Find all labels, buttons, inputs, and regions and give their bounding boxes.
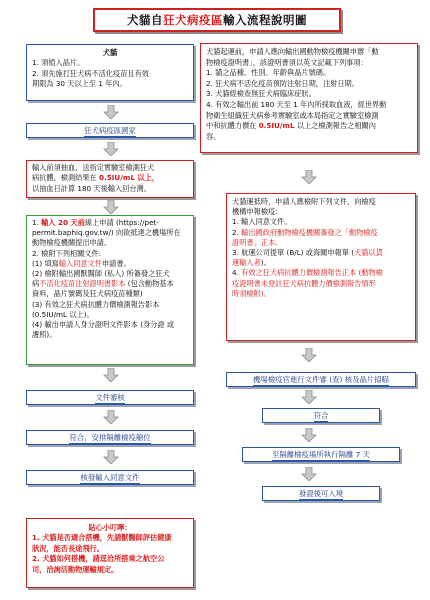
tips-text: 1. 犬貓是否適合搭機，先請獸醫師評估健康 <box>32 533 172 543</box>
right-quarantine-box <box>242 447 400 462</box>
tips-box <box>26 518 194 588</box>
application-line <box>32 279 188 289</box>
application-line: 2. 檢附下列相關文件: <box>32 248 102 258</box>
application-line: permit.baphiq.gov.tw/) 向欲抵達之機場所在 <box>32 228 181 238</box>
certificate-text: 以上之檢測報告之相關內 <box>294 121 376 131</box>
blood-test-line: 輸入前須抽血，送指定實驗室檢測狂犬 <box>32 163 155 172</box>
arrival-line <box>232 279 410 289</box>
arrival-text: 3. 航運公司提單 (B/L) 或海關申報單 ( <box>232 248 355 258</box>
down-arrow-icon <box>103 105 119 119</box>
right-ok-box <box>262 408 380 423</box>
arrival-line: 1. 輸入同意文件。 <box>232 217 292 227</box>
application-line: (2) 檢附輸出國獸醫師 (私人) 所簽發之狂犬 <box>32 269 170 279</box>
arrival-line <box>232 289 410 299</box>
right-arrival-box <box>226 193 416 341</box>
tips-text: 2. 犬貓如何搭機，請逕洽所搭乘之航空公 <box>32 554 165 564</box>
arrival-line <box>232 238 410 248</box>
left-country-label: 狂犬病疫區國家 <box>84 125 136 135</box>
arrival-text: 4. <box>232 268 242 278</box>
down-arrow-icon <box>103 450 119 464</box>
arrival-line <box>232 258 410 268</box>
arrival-text: )。 <box>260 258 271 268</box>
left-issue-label: 核發輸入同意文件 <box>80 472 140 482</box>
left-requirements-line: 2. 須先施打狂犬病不活化疫苗且有效 <box>32 68 149 78</box>
title-text-red: 狂犬病疫區 <box>163 13 223 27</box>
down-arrow-icon <box>103 410 119 424</box>
certificate-line: 2. 狂犬病不活化疫苗預防注射日期，注射日期。 <box>206 78 359 88</box>
arrival-doc-name: 有效之狂犬病抗體力價檢測報告正本 (動物檢 <box>241 268 383 278</box>
left-country-box <box>26 123 194 138</box>
arrival-note: 運輸入者 <box>232 258 261 268</box>
application-line: 護照)。 <box>32 330 57 340</box>
tips-heading: 貼心小叮嚀： <box>88 523 132 532</box>
arrival-line: 犬貓運抵時，申請人應檢附下列文件，向檢疫 <box>232 197 376 206</box>
tips-line <box>32 565 188 575</box>
left-application-box <box>26 215 194 365</box>
arrival-note: 犬貓以貨 <box>354 248 383 258</box>
left-requirements-heading: 犬貓 <box>102 48 118 57</box>
arrival-line <box>232 268 410 278</box>
arrival-line <box>232 228 410 238</box>
right-enter-label: 發證後可入境 <box>298 488 344 498</box>
tips-text: 狀況，能否長途飛行。 <box>32 543 104 553</box>
certificate-line: 容。 <box>206 131 221 141</box>
certificate-threshold: 0.5IU/mL <box>258 121 295 131</box>
application-doc-name: 不活化疫苗注射證明書影本 <box>39 279 126 289</box>
certificate-line: 4. 有效之輸出前 180 天至 1 年內所採取血液，經世界動 <box>206 99 387 109</box>
right-verify-label: 機場檢疫官進行文件審 (查) 核及晶片掃瞄 <box>252 374 390 384</box>
right-quarantine-label: 至隔離檢疫場所執行隔離 7 天 <box>271 449 371 459</box>
arrival-doc-name: 輸出國政府動物檢疫機關簽發之「動物檢疫 <box>241 227 378 237</box>
left-review-box <box>26 390 194 405</box>
down-arrow-icon <box>103 200 119 214</box>
left-review-label: 文件審核 <box>95 392 125 402</box>
application-line: (0.5IU/mL 以上)。 <box>32 309 94 319</box>
tips-text: 司，洽詢活動物運輸規定。 <box>32 564 119 574</box>
left-approve-label: 符合，安排隔離檢疫艙位 <box>69 432 151 442</box>
left-blood-test-box <box>26 160 194 198</box>
application-deadline: 輸入 20 天前 <box>41 218 85 227</box>
application-line: 資料，晶片號碼及狂犬病疫苗種類) <box>32 289 143 299</box>
arrival-line <box>232 248 410 258</box>
application-text: 病 <box>32 279 40 289</box>
tips-line <box>32 533 188 543</box>
down-arrow-icon <box>301 428 317 442</box>
application-line: 動物檢疫機關提出申請。 <box>32 238 112 248</box>
right-certificate-box <box>200 43 418 153</box>
left-requirements-line: 期限為 30 天以上至 1 年內。 <box>32 79 127 89</box>
down-arrow-icon <box>301 348 317 362</box>
application-line <box>32 259 188 269</box>
application-text: (1) 填寫 <box>32 258 59 268</box>
certificate-line: 3. 犬貓經檢查無狂犬病臨床症狀。 <box>206 89 316 99</box>
tips-line <box>32 554 188 564</box>
left-requirements-line: 1. 須植入晶片。 <box>32 58 85 68</box>
down-arrow-icon <box>301 170 317 184</box>
application-text: 1. <box>32 218 42 227</box>
arrival-line: 機構申報檢疫： <box>232 207 283 217</box>
application-line: (4) 輸出申請人身分證明文件影本 (身分證 或 <box>32 320 175 330</box>
down-arrow-icon <box>103 368 119 382</box>
page-title <box>93 8 341 32</box>
arrival-text: 2. <box>232 227 242 237</box>
left-approve-box <box>26 430 194 445</box>
title-text-post: 輸入流程說明圖 <box>223 13 307 27</box>
blood-test-threshold: 0.5IU/mL 以上， <box>98 173 159 183</box>
blood-test-line <box>32 173 188 183</box>
blood-test-line: 以抽血日計算 180 天後輸入回台灣。 <box>32 183 151 193</box>
certificate-line: 1. 貓之品種、性別、年齡與晶片號碼。 <box>206 68 331 78</box>
application-line <box>32 218 188 228</box>
certificate-line: 犬貓起運前，申請人應向輸出國動物檢疫機關申辦「動 <box>206 47 379 56</box>
certificate-text: 中和抗體力價在 <box>206 121 259 131</box>
arrival-doc-name: 疫證明書未登註狂犬病抗體力價檢測報告情形 <box>232 278 376 288</box>
tips-line <box>32 544 188 554</box>
right-enter-box <box>262 486 380 501</box>
down-arrow-icon <box>301 467 317 481</box>
left-issue-box <box>26 470 194 485</box>
arrival-doc-name: 證明書」正本。 <box>232 237 283 247</box>
right-ok-label: 符合 <box>313 410 329 420</box>
application-text: 線上申請 (https://pet- <box>84 218 159 227</box>
right-verify-box <box>226 372 416 387</box>
certificate-line <box>206 121 412 132</box>
application-line: (3) 有效之狂犬病抗體力價檢測報告影本 <box>32 299 160 309</box>
application-text: 申請書。 <box>101 258 131 268</box>
down-arrow-icon <box>103 142 119 156</box>
application-text: (包含動物基本 <box>125 279 174 289</box>
left-requirements-box <box>26 44 194 101</box>
certificate-line: 物檢疫證明書」，該證明書須以英文記載下列事項： <box>206 57 368 67</box>
blood-test-text: 病抗體，檢測結果在 <box>32 173 99 183</box>
arrival-doc-name: 時須檢附)。 <box>232 288 271 298</box>
application-doc-name: 輸入同意文件 <box>58 258 102 268</box>
down-arrow-icon <box>301 390 317 404</box>
certificate-line: 物衛生組織狂犬病參考實驗室或本局指定之實驗室檢測 <box>206 110 379 120</box>
title-text-pre: 犬貓自 <box>127 13 163 27</box>
